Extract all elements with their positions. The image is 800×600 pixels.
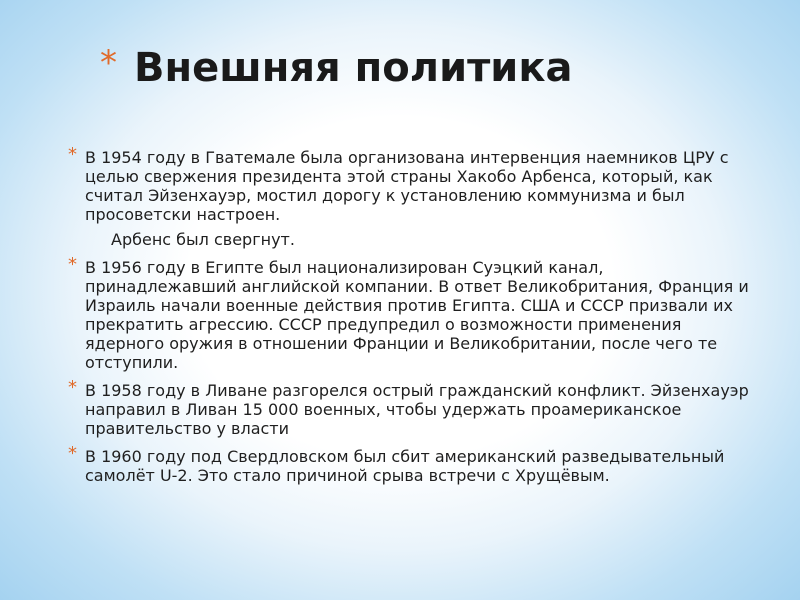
bullet-text: В 1958 году в Ливане разгорелся острый гражданский конфликт. Эйзенхауэр направил в Ливан 15 000 военных, чтобы удержать проамериканское правительство у власти (85, 381, 749, 438)
title-text: Внешняя политика (134, 45, 573, 91)
bullet-item-u2 (68, 443, 758, 485)
bullet-text: В 1954 году в Гватемале была организована интервенция наемников ЦРУ с целью свержения президента этой страны Хакобо Арбенса, который, как считал Эйзенхауэр, мостил дорогу к установлению коммунизма и был просоветски настроен. (85, 148, 729, 224)
slide-content (68, 144, 758, 494)
bullet-star-icon: * (68, 144, 77, 165)
bullet-text: В 1956 году в Египте был национализирован Суэцкий канал, принадлежавший английской компании. В ответ Великобритания, Франция и Израиль начали военные действия против Египта. США и СССР призвали их прекратить агрессию. СССР предупредил о возможности применения ядерного оружия в отношении Франции и Великобритании, после чего те отступили. (85, 258, 749, 372)
slide-title (100, 38, 780, 98)
title-bullet-star: * (100, 43, 117, 83)
bullet-star-icon: * (68, 377, 77, 398)
bullet-item-guatemala (68, 144, 758, 249)
bullet-item-lebanon (68, 377, 758, 438)
bullet-star-icon: * (68, 443, 77, 464)
bullet-item-egypt (68, 254, 758, 372)
bullet-text: В 1960 году под Свердловском был сбит американский разведывательный самолёт U-2. Это стало причиной срыва встречи с Хрущёвым. (85, 447, 725, 485)
bullet-continuation: Арбенс был свергнут. (111, 230, 295, 249)
bullet-star-icon: * (68, 254, 77, 275)
